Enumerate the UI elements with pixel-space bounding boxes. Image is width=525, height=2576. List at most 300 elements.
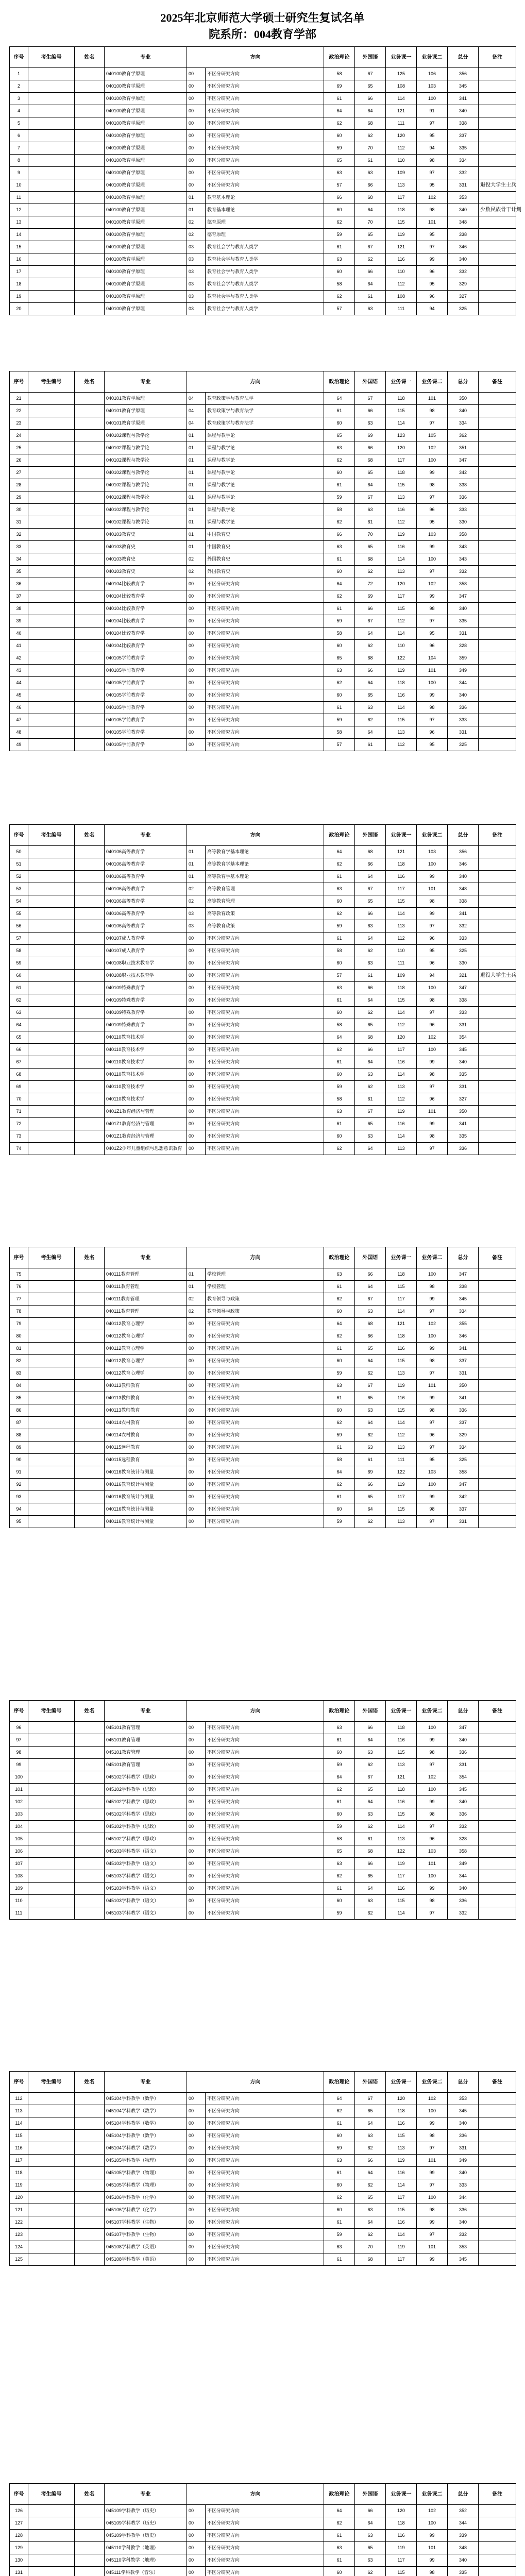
table-cell: 362 (448, 430, 479, 442)
table-cell (75, 529, 105, 541)
table-cell: 不区分研究方向 (206, 677, 324, 689)
table-cell (479, 1734, 516, 1747)
table-cell: 045102学科教学（思政） (105, 1796, 187, 1808)
table-cell: 64 (324, 105, 355, 117)
table-cell: 44 (10, 677, 28, 689)
table-cell: 90 (10, 1454, 28, 1466)
table-cell: 115 (386, 603, 417, 615)
table-cell: 96 (10, 1722, 28, 1734)
table-cell: 130 (10, 2554, 28, 2567)
table-cell (28, 241, 75, 253)
table-cell: 62 (355, 253, 386, 266)
table-cell: 040102课程与教学论 (105, 454, 187, 467)
table-cell: 58 (324, 628, 355, 640)
table-header-row (10, 1247, 516, 1268)
table-cell: 337 (448, 1417, 479, 1429)
table-cell: 344 (448, 677, 479, 689)
table-cell: 不区分研究方向 (206, 1429, 324, 1442)
table-cell (28, 1007, 75, 1019)
table-cell (479, 1044, 516, 1056)
table-cell: 62 (355, 2179, 386, 2192)
table-cell: 112 (386, 142, 417, 155)
column-header: 业务课一 (386, 371, 417, 393)
table-cell: 63 (324, 541, 355, 553)
table-row (10, 2567, 516, 2576)
table-cell: 02 (187, 553, 206, 566)
table-cell: 00 (187, 652, 206, 665)
table-cell (75, 216, 105, 229)
table-cell: 03 (187, 908, 206, 920)
table-cell: 不区分研究方向 (206, 726, 324, 739)
column-header: 外国语 (355, 371, 386, 393)
table-cell: 116 (386, 1118, 417, 1130)
table-cell: 02 (187, 216, 206, 229)
table-cell: 65 (355, 1392, 386, 1404)
table-cell: 96 (417, 504, 448, 516)
table-cell: 00 (187, 2216, 206, 2229)
table-cell: 00 (187, 2542, 206, 2554)
table-cell (479, 266, 516, 278)
table-cell (479, 1821, 516, 1833)
table-cell: 58 (324, 1019, 355, 1031)
column-header: 姓名 (75, 2072, 105, 2093)
table-cell: 00 (187, 957, 206, 970)
table-cell (479, 93, 516, 105)
table-cell: 85 (10, 1392, 28, 1404)
table-cell: 不区分研究方向 (206, 1019, 324, 1031)
table-cell: 00 (187, 2142, 206, 2155)
table-cell (479, 2530, 516, 2542)
table-cell: 63 (324, 1268, 355, 1281)
table-cell: 65 (324, 155, 355, 167)
table-cell: 2 (10, 80, 28, 93)
table-cell: 64 (355, 994, 386, 1007)
table-cell (75, 920, 105, 933)
table-cell: 113 (386, 492, 417, 504)
table-cell: 122 (10, 2216, 28, 2229)
table-cell: 040115远程教育 (105, 1454, 187, 1466)
table-cell: 69 (355, 590, 386, 603)
table-cell: 00 (187, 1454, 206, 1466)
table-cell: 69 (355, 1466, 386, 1479)
table-cell (75, 615, 105, 628)
table-row (10, 1355, 516, 1367)
column-header: 方向 (187, 1247, 324, 1268)
table-cell (28, 442, 75, 454)
table-cell (75, 1019, 105, 1031)
table-cell: 教育基本理论 (206, 192, 324, 204)
table-cell: 98 (417, 2130, 448, 2142)
table-cell (75, 179, 105, 192)
table-header-row (10, 47, 516, 68)
table-cell: 118 (10, 2167, 28, 2179)
table-row (10, 1821, 516, 1833)
table-cell: 340 (448, 603, 479, 615)
table-cell (75, 291, 105, 303)
table-cell: 114 (386, 417, 417, 430)
table-cell (75, 883, 105, 895)
table-cell: 045104学科教学（数学） (105, 2093, 187, 2105)
table-cell: 不区分研究方向 (206, 1318, 324, 1330)
table-cell: 358 (448, 1845, 479, 1858)
table-row (10, 957, 516, 970)
table-cell: 101 (417, 883, 448, 895)
table-cell (75, 994, 105, 1007)
table-cell: 121 (386, 105, 417, 117)
table-cell: 70 (355, 2241, 386, 2253)
table-cell: 100 (417, 1330, 448, 1343)
table-cell: 00 (187, 167, 206, 179)
table-cell: 040108职业技术教育学 (105, 957, 187, 970)
table-cell: 66 (355, 1479, 386, 1491)
table-row (10, 130, 516, 142)
table-cell (75, 2142, 105, 2155)
table-cell: 045107学科教学（生物） (105, 2229, 187, 2241)
table-cell: 不区分研究方向 (206, 615, 324, 628)
table-cell: 045109学科教学（历史） (105, 2505, 187, 2517)
table-cell: 117 (386, 883, 417, 895)
table-row (10, 578, 516, 590)
table-cell (479, 2542, 516, 2554)
table-cell: 不区分研究方向 (206, 1907, 324, 1920)
table-cell: 00 (187, 1722, 206, 1734)
table-cell: 65 (355, 689, 386, 702)
table-cell: 65 (355, 1118, 386, 1130)
table-cell: 68 (355, 1318, 386, 1330)
table-cell: 040114农村教育 (105, 1429, 187, 1442)
table-cell: 61 (355, 1093, 386, 1106)
table-cell: 78 (10, 1306, 28, 1318)
table-row (10, 2105, 516, 2117)
table-cell: 045111学科教学（音乐） (105, 2567, 187, 2576)
table-cell: 63 (324, 2155, 355, 2167)
table-cell: 116 (386, 2530, 417, 2542)
table-cell: 119 (386, 2241, 417, 2253)
table-cell: 96 (417, 933, 448, 945)
table-cell: 64 (355, 1417, 386, 1429)
table-cell: 112 (386, 1019, 417, 1031)
table-cell: 340 (448, 1734, 479, 1747)
table-cell: 116 (386, 2216, 417, 2229)
table-cell: 00 (187, 2179, 206, 2192)
table-cell: 00 (187, 2204, 206, 2216)
table-cell (75, 454, 105, 467)
table-cell (75, 702, 105, 714)
table-row (10, 1516, 516, 1528)
table-cell: 101 (10, 1784, 28, 1796)
table-cell: 德育原理 (206, 229, 324, 241)
table-cell (28, 492, 75, 504)
table-cell (479, 957, 516, 970)
table-row (10, 1479, 516, 1491)
table-cell: 336 (448, 2204, 479, 2216)
table-cell: 99 (417, 1118, 448, 1130)
table-cell: 334 (448, 417, 479, 430)
table-cell: 63 (324, 982, 355, 994)
table-cell: 01 (187, 858, 206, 871)
table-cell: 040110教育技术学 (105, 1031, 187, 1044)
table-cell: 62 (324, 677, 355, 689)
table-cell: 96 (417, 1833, 448, 1845)
table-cell: 100 (417, 454, 448, 467)
column-header: 外国语 (355, 1247, 386, 1268)
table-cell: 不区分研究方向 (206, 1106, 324, 1118)
table-cell: 00 (187, 1404, 206, 1417)
table-cell (75, 1081, 105, 1093)
table-cell: 338 (448, 229, 479, 241)
table-cell (479, 994, 516, 1007)
table-cell: 358 (448, 578, 479, 590)
table-cell (479, 1759, 516, 1771)
table-cell: 340 (448, 871, 479, 883)
table-cell: 04 (187, 417, 206, 430)
table-row (10, 504, 516, 516)
table-cell: 116 (386, 1883, 417, 1895)
table-cell: 045109学科教学（历史） (105, 2517, 187, 2530)
table-cell (75, 2117, 105, 2130)
column-header: 总分 (448, 1247, 479, 1268)
table-cell: 358 (448, 1466, 479, 1479)
table-cell: 62 (324, 908, 355, 920)
table-cell: 040104比较教育学 (105, 640, 187, 652)
table-cell (28, 1404, 75, 1417)
table-cell: 62 (355, 1516, 386, 1528)
table-cell: 98 (417, 1404, 448, 1417)
table-cell: 117 (386, 1491, 417, 1503)
table-cell: 00 (187, 714, 206, 726)
table-cell: 68 (355, 1031, 386, 1044)
table-cell (28, 1466, 75, 1479)
column-header: 姓名 (75, 2484, 105, 2505)
table-cell: 不区分研究方向 (206, 590, 324, 603)
table-cell (28, 192, 75, 204)
table-cell: 83 (10, 1367, 28, 1380)
table-cell: 118 (386, 858, 417, 871)
table-cell: 3 (10, 93, 28, 105)
table-cell: 00 (187, 1821, 206, 1833)
table-cell: 336 (448, 492, 479, 504)
table-cell: 342 (448, 467, 479, 479)
table-cell: 62 (324, 590, 355, 603)
table-cell: 98 (417, 702, 448, 714)
table-cell: 64 (355, 479, 386, 492)
table-cell: 61 (324, 2253, 355, 2266)
table-cell: 00 (187, 2567, 206, 2576)
table-cell (479, 665, 516, 677)
table-cell: 040104比较教育学 (105, 615, 187, 628)
table-cell: 040100教育学原理 (105, 204, 187, 216)
table-cell: 114 (386, 2229, 417, 2241)
table-cell: 121 (10, 2204, 28, 2216)
table-cell: 103 (417, 80, 448, 93)
table-cell: 045105学科教学（物理） (105, 2167, 187, 2179)
table-cell: 19 (10, 291, 28, 303)
table-cell: 97 (417, 2142, 448, 2155)
table-row (10, 2241, 516, 2253)
table-cell: 118 (386, 393, 417, 405)
table-cell (479, 1417, 516, 1429)
table-cell: 不区分研究方向 (206, 1479, 324, 1491)
table-cell (28, 895, 75, 908)
table-cell: 00 (187, 1771, 206, 1784)
table-cell (75, 1417, 105, 1429)
table-cell: 100 (417, 93, 448, 105)
table-cell: 121 (386, 1318, 417, 1330)
table-cell: 103 (417, 1466, 448, 1479)
table-cell: 64 (355, 726, 386, 739)
table-cell: 59 (324, 492, 355, 504)
table-cell: 112 (386, 1429, 417, 1442)
table-row (10, 2253, 516, 2266)
table-cell (479, 2179, 516, 2192)
table-cell: 00 (187, 1056, 206, 1069)
table-cell: 118 (386, 677, 417, 689)
table-cell: 120 (386, 442, 417, 454)
table-cell: 63 (355, 1442, 386, 1454)
table-cell: 101 (417, 393, 448, 405)
table-cell: 不区分研究方向 (206, 1007, 324, 1019)
table-cell: 325 (448, 1454, 479, 1466)
table-cell (479, 1845, 516, 1858)
table-cell: 63 (10, 1007, 28, 1019)
table-cell: 347 (448, 454, 479, 467)
table-cell: 65 (324, 652, 355, 665)
table-cell: 69 (355, 430, 386, 442)
table-cell: 120 (386, 2505, 417, 2517)
table-cell (75, 858, 105, 871)
table-row (10, 417, 516, 430)
table-cell: 63 (324, 1722, 355, 1734)
table-cell: 100 (417, 2192, 448, 2204)
table-cell: 040100教育学原理 (105, 155, 187, 167)
table-cell (479, 405, 516, 417)
table-cell: 338 (448, 895, 479, 908)
column-header: 政治理论 (324, 2484, 355, 2505)
table-cell: 103 (417, 529, 448, 541)
table-cell: 98 (417, 1355, 448, 1367)
table-cell (479, 2142, 516, 2155)
table-cell: 045107学科教学（生物） (105, 2216, 187, 2229)
table-cell: 040105学前教育学 (105, 652, 187, 665)
table-cell: 348 (448, 216, 479, 229)
table-cell: 99 (417, 253, 448, 266)
table-cell (75, 1503, 105, 1516)
table-cell: 58 (324, 504, 355, 516)
table-cell: 96 (417, 726, 448, 739)
table-cell: 27 (10, 467, 28, 479)
table-cell (28, 1454, 75, 1466)
table-cell: 64 (355, 105, 386, 117)
table-cell: 不区分研究方向 (206, 970, 324, 982)
table-cell: 不区分研究方向 (206, 2253, 324, 2266)
table-cell: 87 (10, 1417, 28, 1429)
table-cell: 97 (417, 920, 448, 933)
table-cell: 60 (324, 1355, 355, 1367)
table-cell: 040100教育学原理 (105, 229, 187, 241)
table-cell: 340 (448, 2167, 479, 2179)
table-cell: 116 (386, 541, 417, 553)
table-cell: 02 (187, 229, 206, 241)
table-cell: 62 (324, 216, 355, 229)
table-cell: 60 (324, 130, 355, 142)
table-cell: 00 (187, 1367, 206, 1380)
table-cell: 不区分研究方向 (206, 2216, 324, 2229)
table-cell (28, 846, 75, 858)
table-cell (75, 2105, 105, 2117)
table-cell: 100 (417, 553, 448, 566)
table-cell (479, 1056, 516, 1069)
table-row (10, 628, 516, 640)
table-cell (28, 566, 75, 578)
table-cell: 97 (417, 241, 448, 253)
table-row (10, 1392, 516, 1404)
table-cell: 040104比较教育学 (105, 603, 187, 615)
table-cell: 120 (386, 2093, 417, 2105)
table-cell (75, 1870, 105, 1883)
table-cell (28, 578, 75, 590)
table-cell: 100 (417, 1870, 448, 1883)
table-cell: 60 (324, 204, 355, 216)
table-cell (75, 1466, 105, 1479)
table-cell: 60 (324, 1747, 355, 1759)
table-cell (75, 970, 105, 982)
table-cell: 96 (417, 1093, 448, 1106)
table-cell: 99 (417, 1343, 448, 1355)
table-cell: 03 (187, 303, 206, 315)
table-cell: 354 (448, 1771, 479, 1784)
table-cell: 62 (324, 1293, 355, 1306)
table-cell: 99 (417, 689, 448, 702)
table-cell: 00 (187, 1442, 206, 1454)
table-cell: 57 (10, 933, 28, 945)
table-cell: 347 (448, 982, 479, 994)
table-cell (28, 603, 75, 615)
table-cell (28, 479, 75, 492)
table-cell: 不区分研究方向 (206, 640, 324, 652)
table-cell (28, 920, 75, 933)
table-cell: 59 (324, 1821, 355, 1833)
table-cell: 98 (417, 895, 448, 908)
table-cell: 61 (324, 2530, 355, 2542)
table-cell: 340 (448, 1883, 479, 1895)
table-cell: 340 (448, 253, 479, 266)
table-cell: 94 (10, 1503, 28, 1516)
table-cell: 337 (448, 1355, 479, 1367)
table-cell: 01 (187, 516, 206, 529)
column-header: 政治理论 (324, 47, 355, 68)
column-header: 备注 (479, 371, 516, 393)
table-cell (28, 590, 75, 603)
table-cell: 97 (417, 714, 448, 726)
table-cell: 86 (10, 1404, 28, 1417)
table-cell: 00 (187, 1833, 206, 1845)
table-cell: 课程与教学论 (206, 454, 324, 467)
table-cell: 高等教育学基本理论 (206, 846, 324, 858)
table-cell: 67 (355, 68, 386, 80)
table-cell (479, 714, 516, 726)
table-cell (75, 2567, 105, 2576)
column-header: 总分 (448, 825, 479, 846)
table-cell: 62 (355, 1429, 386, 1442)
table-cell (479, 846, 516, 858)
table-cell: 344 (448, 2192, 479, 2204)
table-cell: 00 (187, 628, 206, 640)
table-cell: 89 (10, 1442, 28, 1454)
table-cell: 106 (417, 68, 448, 80)
table-cell: 62 (324, 1870, 355, 1883)
column-header: 政治理论 (324, 1701, 355, 1722)
table-cell: 107 (10, 1858, 28, 1870)
